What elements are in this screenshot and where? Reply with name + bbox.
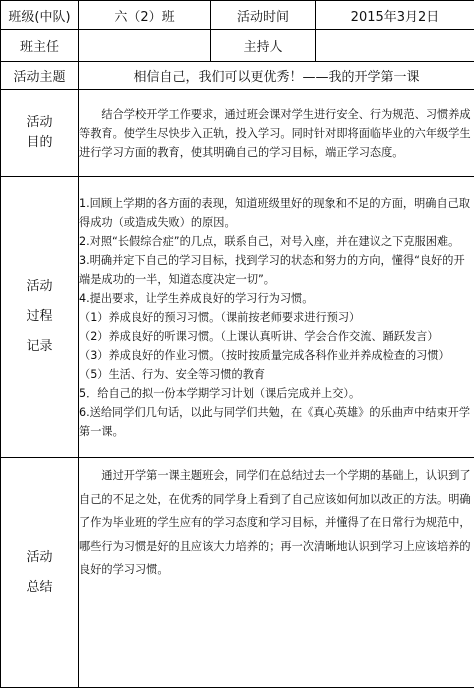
process-label-line1: 活动 — [1, 277, 78, 297]
process-item: 4.提出要求，让学生养成良好的学习行为习惯。 — [79, 289, 474, 308]
theme-value: 相信自己，我们可以更优秀！——我的开学第一课 — [79, 62, 474, 90]
process-item: 6.送给同学们几句话，以此与同学们共勉，在《真心英雄》的乐曲声中结束开学第一课。 — [79, 403, 474, 441]
process-row — [1, 177, 474, 458]
process-item: （2）养成良好的听课习惯。（上课认真听讲、学会合作交流、踊跃发言） — [79, 327, 474, 346]
process-item: （3）养成良好的作业习惯。（按时按质量完成各科作业并养成检查的习惯） — [79, 346, 474, 365]
class-value: 六（2）班 — [79, 1, 211, 30]
header-row-1 — [1, 1, 474, 30]
host-label: 主持人 — [211, 30, 316, 62]
teacher-value — [79, 30, 211, 62]
process-item: （1）养成良好的预习习惯。（课前按老师要求进行预习） — [79, 308, 474, 327]
class-label: 班级(中队) — [1, 1, 79, 30]
process-label — [1, 177, 79, 458]
theme-row — [1, 62, 474, 90]
process-label-line2: 过程 — [1, 307, 78, 327]
teacher-label: 班主任 — [1, 30, 79, 62]
header-row-2 — [1, 30, 474, 62]
summary-label — [1, 458, 79, 688]
goal-text-cell — [79, 90, 474, 177]
theme-label: 活动主题 — [1, 62, 79, 90]
goal-label — [1, 90, 79, 177]
process-list — [79, 177, 474, 458]
process-label-line3: 记录 — [1, 337, 78, 357]
host-value — [316, 30, 474, 62]
summary-text: 通过开学第一课主题班会，同学们在总结过去一个学期的基础上，认识到了自己的不足之处，在优秀的同学身上看到了自己应该如何加以改正的方法。明确了作为毕业班的学生应有的学习态度和学习目标，并懂得了在日常行为规范中，哪些行为习惯是好的且应该大力培养的；再一次清晰地认识到学习上应该培养的良好的学习习惯。 — [79, 464, 474, 582]
goal-label-line1: 活动 — [1, 113, 78, 133]
time-label: 活动时间 — [211, 1, 316, 30]
summary-label-line2: 总结 — [1, 578, 78, 598]
process-item: 2.对照“长假综合症”的几点，联系自己，对号入座，并在建议之下克服困难。 — [79, 232, 474, 251]
summary-row — [1, 458, 474, 688]
process-item: 3.明确并定下自己的学习目标，找到学习的状态和努力的方向，懂得“良好的开端是成功的一半，知道态度决定一切”。 — [79, 251, 474, 289]
summary-label-line1: 活动 — [1, 548, 78, 568]
process-item: 1.回顾上学期的各方面的表现，知道班级里好的现象和不足的方面，明确自己取得成功（或造成失败）的原因。 — [79, 194, 474, 232]
process-item: 5．给自己的拟一份本学期学习计划（课后完成并上交）。 — [79, 384, 474, 403]
summary-text-cell — [79, 458, 474, 688]
process-item: （5）生活、行为、安全等习惯的教育 — [79, 365, 474, 384]
time-value: 2015年3月2日 — [316, 1, 474, 30]
goal-text: 结合学校开学工作要求，通过班会课对学生进行安全、行为规范、习惯养成等教育。使学生尽快步入正轨，投入学习。同时针对即将面临毕业的六年级学生进行学习方面的教育，使其明确自己的学习目标，端正学习态度。 — [79, 105, 474, 162]
goal-label-line2: 目的 — [1, 133, 78, 153]
goal-row — [1, 90, 474, 177]
